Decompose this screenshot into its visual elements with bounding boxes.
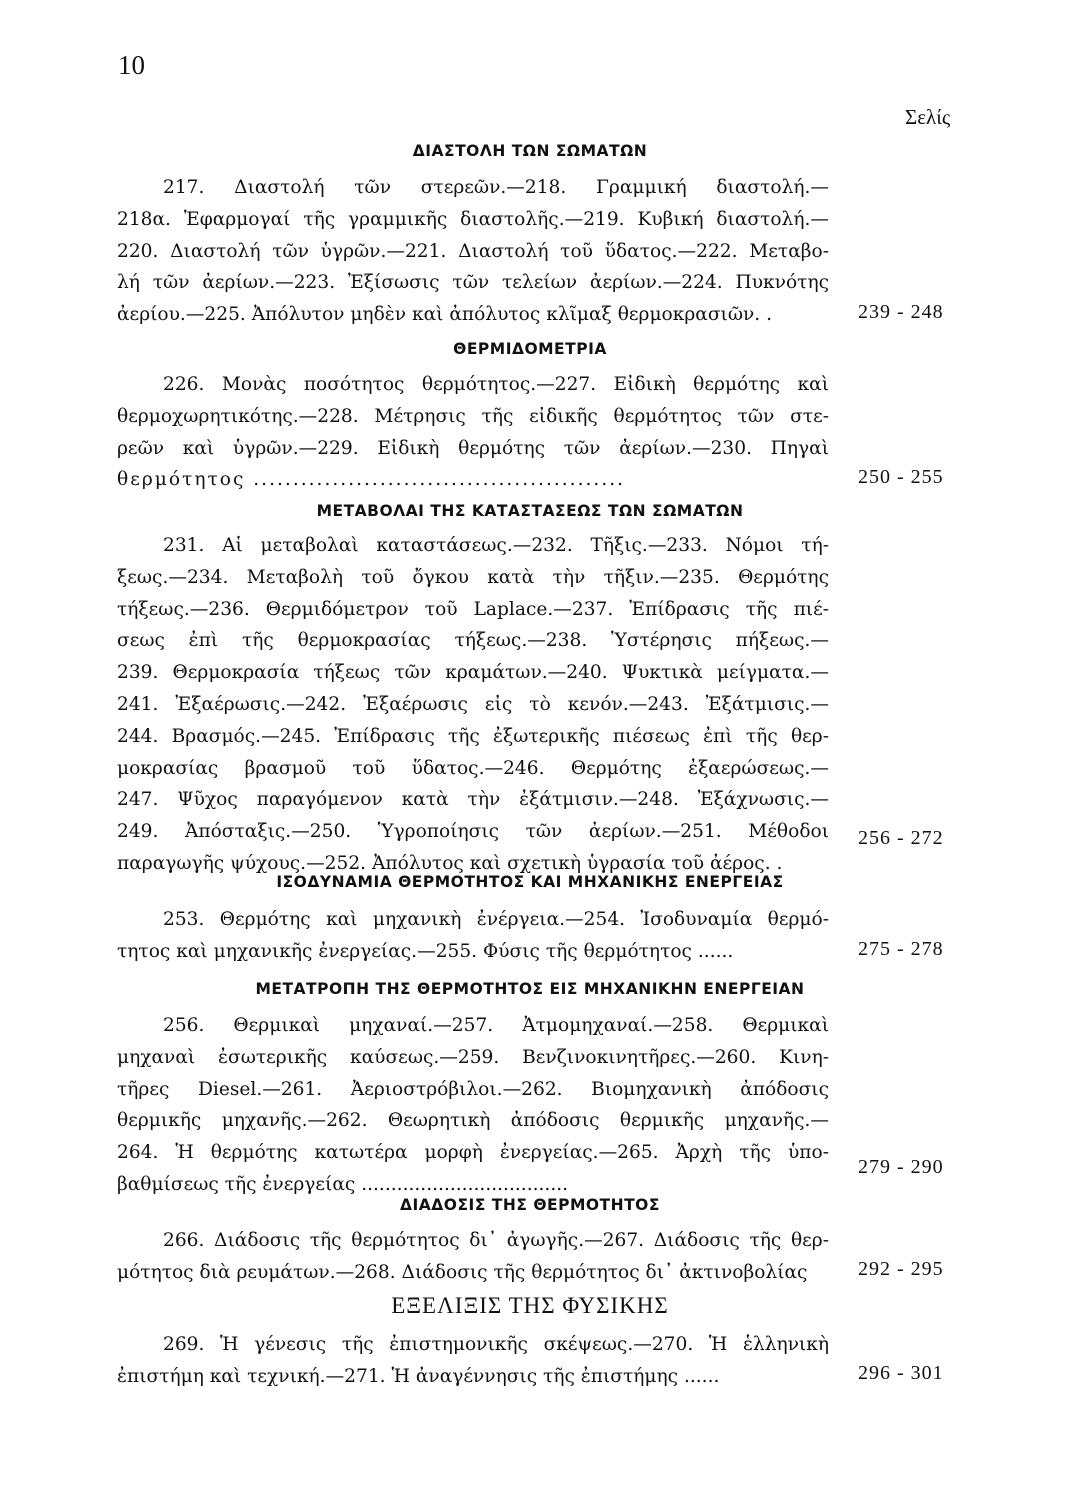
toc-entry bbox=[117, 369, 829, 496]
section-heading: ΙΣΟΔΥΝΑΜΙΑ ΘΕΡΜΟΤΗΤΟΣ ΚΑΙ ΜΗΧΑΝΙΚΗΣ ΕΝΕΡΓΕΙΑΣ bbox=[276, 873, 784, 891]
toc-entry bbox=[117, 172, 829, 331]
toc-entry bbox=[117, 1329, 829, 1393]
entry-line: τῆρες Diesel.—261. Ἀεριοστρόβιλοι.—262. Βιομηχανικὴ ἀπόδοσις bbox=[117, 1078, 829, 1100]
entry-line: 231. Αἱ μεταβολαὶ καταστάσεως.—232. Τῆξις.—233. Νόμοι τή- bbox=[163, 535, 829, 556]
entry-line: θερμότητος ............................................... bbox=[117, 469, 626, 491]
toc-entry bbox=[117, 530, 829, 880]
section-heading: ΔΙΑΣΤΟΛΗ ΤΩΝ ΣΩΜΑΤΩΝ bbox=[412, 142, 648, 160]
entry-line: 253. Θερμότης καὶ μηχανικὴ ἐνέργεια.—254. Ἰσοδυναμία θερμό- bbox=[163, 909, 829, 930]
page-column-label: Σελίς bbox=[905, 105, 951, 129]
page-range: 296 - 301 bbox=[858, 1362, 944, 1384]
entry-line: 266. Διάδοσις τῆς θερμότητος δι᾽ ἀγωγῆς.—267. Διάδοσις τῆς θερ- bbox=[163, 1230, 829, 1251]
entry-line: 220. Διαστολή τῶν ὑγρῶν.—221. Διαστολή τοῦ ὕδατος.—222. Μεταβο- bbox=[117, 240, 829, 262]
entry-line: ἀερίου.—225. Ἀπόλυτον μηδὲν καὶ ἀπόλυτος κλῖμαξ θερμοκρασιῶν. . bbox=[117, 304, 773, 326]
entry-line: 218α. Ἐφαρμογαί τῆς γραμμικῆς διαστολῆς.—219. Κυβική διαστολή.— bbox=[117, 208, 829, 230]
entry-line: 226. Μονὰς ποσότητος θερμότητος.—227. Εἰδικὴ θερμότης καὶ bbox=[163, 374, 829, 395]
entry-line: μότητος διὰ ρευμάτων.—268. Διάδοσις τῆς θερμότητος δι᾽ ἀκτινοβολίας bbox=[117, 1261, 808, 1283]
entry-line: ρεῶν καὶ ὑγρῶν.—229. Εἰδικὴ θερμότης τῶν ἀερίων.—230. Πηγαὶ bbox=[117, 437, 829, 459]
entry-line: τήξεως.—236. Θερμιδόμετρον τοῦ Laplace.—237. Ἐπίδρασις τῆς πιέ- bbox=[117, 598, 829, 620]
entry-line: 244. Βρασμός.—245. Ἐπίδρασις τῆς ἐξωτερικῆς πιέσεως ἐπὶ τῆς θερ- bbox=[117, 725, 829, 747]
page-range: 256 - 272 bbox=[858, 827, 944, 849]
entry-line: μοκρασίας βρασμοῦ τοῦ ὕδατος.—246. Θερμότης ἐξαερώσεως.— bbox=[117, 757, 829, 779]
entry-line: 239. Θερμοκρασία τήξεως τῶν κραμάτων.—240. Ψυκτικὰ μείγματα.— bbox=[117, 662, 829, 684]
toc-entry bbox=[117, 1225, 829, 1289]
entry-line: 249. Ἀπόσταξις.—250. Ὑγροποίησις τῶν ἀερίων.—251. Μέθοδοι bbox=[117, 821, 829, 843]
entry-line: λή τῶν ἀερίων.—223. Ἐξίσωσις τῶν τελείων ἀερίων.—224. Πυκνότης bbox=[117, 272, 829, 294]
entry-line: 256. Θερμικαὶ μηχαναί.—257. Ἀτμομηχαναί.—258. Θερμικαὶ bbox=[163, 1015, 829, 1036]
toc-entry bbox=[117, 904, 829, 968]
page-range: 250 - 255 bbox=[858, 466, 944, 488]
section-heading: ΔΙΑΔΟΣΙΣ ΤΗΣ ΘΕΡΜΟΤΗΤΟΣ bbox=[400, 1196, 660, 1214]
entry-line: μηχαναὶ ἐσωτερικῆς καύσεως.—259. Βενζινοκινητῆρες.—260. Κινη- bbox=[117, 1046, 829, 1068]
entry-line: βαθμίσεως τῆς ἐνεργείας ................................... bbox=[117, 1173, 569, 1195]
page-range: 279 - 290 bbox=[858, 1156, 944, 1178]
page-range: 275 - 278 bbox=[858, 938, 944, 960]
entry-line: τητος καὶ μηχανικῆς ἐνεργείας.—255. Φύσις τῆς θερμότητος ...... bbox=[117, 940, 734, 962]
entry-line: θερμικῆς μηχανῆς.—262. Θεωρητικὴ ἀπόδοσις θερμικῆς μηχανῆς.— bbox=[117, 1110, 829, 1132]
entry-line: 247. Ψῦχος παραγόμενον κατὰ τὴν ἐξάτμισιν.—248. Ἐξάχνωσις.— bbox=[117, 789, 829, 811]
entry-line: 241. Ἐξαέρωσις.—242. Ἐξαέρωσις εἰς τὸ κενόν.—243. Ἐξάτμισις.— bbox=[117, 693, 829, 715]
entry-line: 217. Διαστολή τῶν στερεῶν.—218. Γραμμική διαστολή.— bbox=[163, 177, 829, 198]
entry-line: ἐπιστήμη καὶ τεχνική.—271. Ἡ ἀναγέννησις τῆς ἐπιστήμης ...... bbox=[117, 1365, 720, 1387]
section-heading: ΘΕΡΜΙΔΟΜΕΤΡΙΑ bbox=[453, 340, 607, 358]
entry-line: ξεως.—234. Μεταβολὴ τοῦ ὄγκου κατὰ τὴν τῆξιν.—235. Θερμότης bbox=[117, 566, 829, 588]
entry-line: παραγωγῆς ψύχους.—252. Ἀπόλυτος καὶ σχετικὴ ὑγρασία τοῦ ἀέρος. . bbox=[117, 852, 783, 874]
entry-line: 269. Ἡ γένεσις τῆς ἐπιστημονικῆς σκέψεως.—270. Ἡ ἑλληνικὴ bbox=[163, 1334, 829, 1355]
toc-entry bbox=[117, 1010, 829, 1201]
entry-line: θερμοχωρητικότης.—228. Μέτρησις τῆς εἰδικῆς θερμότητος τῶν στε- bbox=[117, 405, 829, 427]
section-heading: ΜΕΤΑΤΡΟΠΗ ΤΗΣ ΘΕΡΜΟΤΗΤΟΣ ΕΙΣ ΜΗΧΑΝΙΚΗΝ ΕΝΕΡΓΕΙΑΝ bbox=[255, 980, 805, 998]
page-range: 239 - 248 bbox=[858, 301, 944, 323]
page-range: 292 - 295 bbox=[858, 1258, 944, 1280]
entry-line: σεως ἐπὶ τῆς θερμοκρασίας τήξεως.—238. Ὑστέρησις πήξεως.— bbox=[117, 630, 829, 652]
page-number: 10 bbox=[118, 50, 145, 80]
section-heading: ΜΕΤΑΒΟΛΑΙ ΤΗΣ ΚΑΤΑΣΤΑΣΕΩΣ ΤΩΝ ΣΩΜΑΤΩΝ bbox=[316, 502, 744, 520]
section-heading: ΕΞΕΛΙΞΙΣ ΤΗΣ ΦΥΣΙΚΗΣ bbox=[391, 1293, 669, 1318]
entry-line: 264. Ἡ θερμότης κατωτέρα μορφὴ ἐνεργείας.—265. Ἀρχὴ τῆς ὑπο- bbox=[117, 1142, 829, 1164]
